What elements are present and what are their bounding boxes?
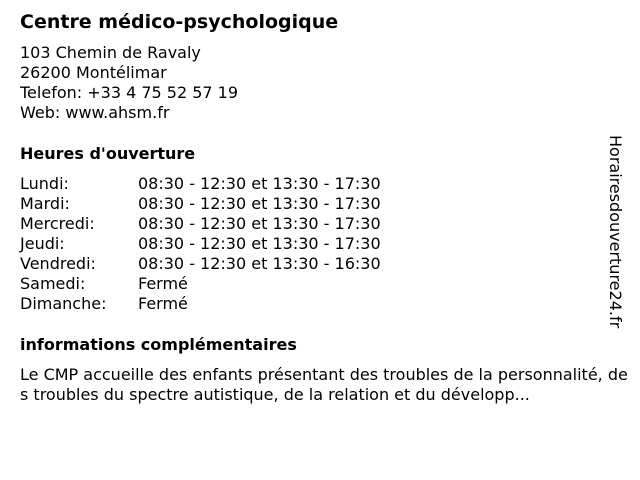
time-value: Fermé <box>138 294 188 313</box>
hours-row-mardi <box>20 194 615 214</box>
hours-row-vendredi <box>20 254 615 274</box>
contact-block <box>20 43 615 123</box>
hours-row-lundi <box>20 174 615 194</box>
place-title: Centre médico-psychologique <box>20 11 339 33</box>
time-value: 08:30 - 12:30 et 13:30 - 17:30 <box>138 174 381 193</box>
info-heading: informations complémentaires <box>20 335 297 354</box>
day-label: Samedi: <box>20 274 86 293</box>
day-label: Mercredi: <box>20 214 95 233</box>
hours-row-dimanche <box>20 294 615 314</box>
day-label: Mardi: <box>20 194 70 213</box>
address-city: 26200 Montélimar <box>20 63 167 82</box>
hours-row-jeudi <box>20 234 615 254</box>
hours-table <box>20 174 615 314</box>
address-street: 103 Chemin de Ravaly <box>20 43 201 62</box>
day-label: Lundi: <box>20 174 69 193</box>
time-value: Fermé <box>138 274 188 293</box>
time-value: 08:30 - 12:30 et 13:30 - 16:30 <box>138 254 381 273</box>
day-label: Vendredi: <box>20 254 96 273</box>
website: Web: www.ahsm.fr <box>20 103 170 122</box>
phone-number: Telefon: +33 4 75 52 57 19 <box>20 83 239 102</box>
time-value: 08:30 - 12:30 et 13:30 - 17:30 <box>138 234 381 253</box>
time-value: 08:30 - 12:30 et 13:30 - 17:30 <box>138 194 381 213</box>
hours-row-mercredi <box>20 214 615 234</box>
day-label: Jeudi: <box>20 234 65 253</box>
description-text: Le CMP accueille des enfants présentant des troubles de la personnalité, des troubles du spectre autistique, de la relation et du développ... <box>20 365 628 404</box>
site-watermark: Horairesdouverture24.fr <box>606 135 625 329</box>
hours-heading: Heures d'ouverture <box>20 144 196 163</box>
day-label: Dimanche: <box>20 294 107 313</box>
time-value: 08:30 - 12:30 et 13:30 - 17:30 <box>138 214 381 233</box>
hours-row-samedi <box>20 274 615 294</box>
